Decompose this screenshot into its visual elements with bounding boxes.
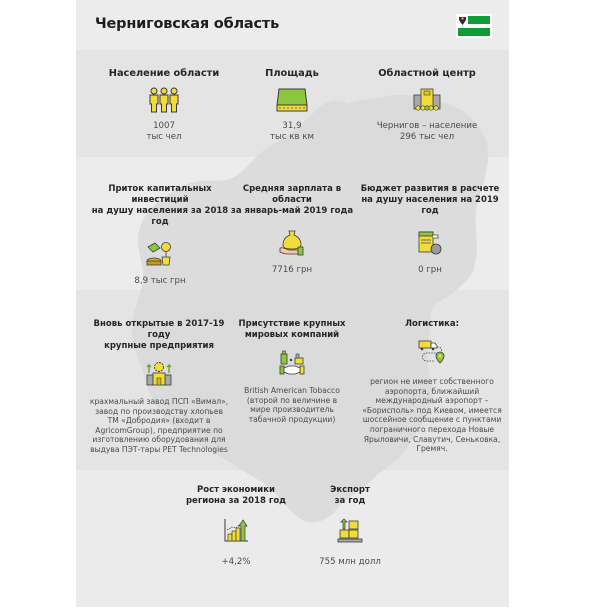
investment-growth-icon [146, 241, 174, 267]
stat-value: +4,2% [221, 557, 251, 567]
stat-label-line1: Рост экономики [197, 485, 275, 495]
stat-label-line2: на душу населения за 2018 год [91, 206, 229, 227]
stat-label-line1: Присутствие крупных [238, 319, 346, 329]
page-title: Черниговская область [95, 16, 280, 32]
stat-unit: тыс чел [146, 132, 182, 142]
stat-label: Площадь [265, 68, 319, 79]
stat-description: крахмальный завод ПСП «Вимал», завод по производству хлопьев ТМ «Добродия» (входит в AgricomGroup), предприятие по изготовлению оборудования для выдува ПЭТ-тары PET Technologies [89, 397, 229, 454]
stat-label-line1: Приток капитальных инвестиций [108, 184, 212, 205]
stat-value: 0 грн [418, 265, 442, 275]
stat-label-line1: Вновь открытые в 2017-19 году [93, 319, 225, 340]
budget-document-icon [417, 230, 443, 256]
stat-regional-center [352, 68, 502, 143]
stat-label-line2: на душу населения на 2019 год [361, 195, 499, 216]
stat-label-line2: мировых компаний [244, 330, 340, 340]
stat-value: 8,9 тыс грн [134, 276, 186, 286]
stat-unit: тыс кв км [270, 132, 314, 142]
handshake-icon [279, 350, 305, 376]
city-building-icon [413, 87, 441, 113]
stat-label-line2: за год [334, 496, 366, 506]
stat-label-line2: за январь-май 2019 года [230, 206, 354, 216]
stat-capital-investment [90, 184, 230, 287]
stat-logistics [358, 319, 506, 454]
stat-label: Областной центр [378, 68, 476, 79]
stat-label-line2: региона за 2018 год [185, 496, 287, 506]
stat-value: Чернигов – население [376, 121, 478, 131]
stat-area [228, 68, 356, 143]
stat-description: British American Tobacco (второй по величине в мире производитель табачной продукции) [244, 386, 340, 424]
stat-development-budget [360, 184, 500, 276]
stat-unit: 296 тыс чел [399, 132, 455, 142]
export-boxes-icon [337, 518, 363, 544]
stat-global-companies [230, 319, 354, 424]
growth-chart-icon [223, 518, 249, 544]
truck-route-icon [418, 339, 446, 367]
stat-new-enterprises [86, 319, 232, 455]
stat-average-salary [228, 184, 356, 276]
stat-value: 7716 грн [271, 265, 313, 275]
stat-economic-growth [176, 485, 296, 568]
stat-value: 755 млн долл [319, 557, 381, 567]
stat-label-line1: Логистика: [404, 319, 460, 329]
people-icon [149, 87, 179, 113]
stat-label-line1: Средняя зарплата в области [242, 184, 342, 205]
stat-population [100, 68, 228, 143]
stat-label-line2: крупные предприятия [104, 341, 214, 351]
stat-label-line1: Бюджет развития в расчете [360, 184, 500, 194]
chernihiv-oblast-flag-icon [456, 14, 492, 38]
stat-label-line1: Экспорт [330, 485, 370, 495]
land-area-icon [275, 87, 309, 113]
stat-description: регион не имеет собственного аэропорта, ближайший международный аэропорт – «Борисполь» под Киевом, имеется шоссейное сообщение с пунктами пограничного перехода Новые Ярыловичи, Славутич, Сеньковка, Гремяч. [362, 377, 502, 454]
infographic-panel [76, 0, 509, 607]
factory-gear-icon [146, 361, 172, 387]
stat-value: 1007 [153, 121, 175, 131]
stat-label: Население области [108, 68, 220, 79]
stat-export [290, 485, 410, 568]
money-bag-hand-icon [279, 230, 305, 256]
stat-value: 31,9 [282, 121, 302, 131]
